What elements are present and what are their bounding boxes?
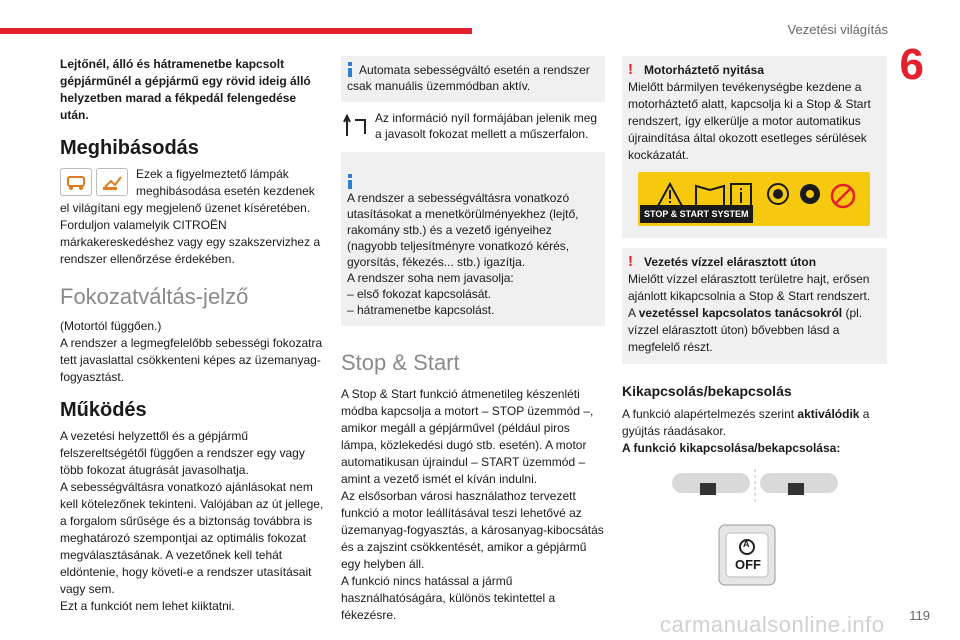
page-number: 119 bbox=[909, 608, 930, 623]
gear-arrow-icon bbox=[341, 110, 375, 144]
warning-icon: ! bbox=[628, 253, 633, 270]
warning-text-flood: Mielőtt vízzel elárasztott területre hajt, erősen ajánlott kikapcsolnia a Stop & Start rendszert. bbox=[628, 272, 871, 303]
warning-icon: ! bbox=[628, 61, 633, 78]
warning-title-flood: Vezetés vízzel elárasztott úton bbox=[644, 255, 817, 269]
car-fault-icon bbox=[60, 168, 92, 196]
header-accent-bar bbox=[0, 28, 472, 34]
section-title: Vezetési világítás bbox=[787, 22, 888, 37]
warning-box-bonnet bbox=[622, 56, 887, 238]
warning-text-bonnet: Mielőtt bármilyen tevékenységbe kezdene a motorháztető alatt, kapcsolja ki a Stop & Start rendszert, így elkerülje a motor automatikus újraindítása által okozott esetleges sérülések kockázatát. bbox=[628, 80, 871, 162]
kikapcs-text: A funkció alapértelmezés szerint aktiválódik a gyújtás ráadásakor. bbox=[622, 407, 870, 438]
fokozat-text: (Motortól függően.) A rendszer a legmegfelelőbb sebességi fokozatra tett javaslattal csökkenteni képes az üzemanyag-fogyasztást. bbox=[60, 319, 323, 384]
sticker-label: STOP & START SYSTEM bbox=[640, 205, 753, 223]
heading-fokozatvaltas: Fokozatváltás-jelző bbox=[60, 284, 249, 309]
info-arrow-block bbox=[341, 110, 605, 144]
warning-title-bonnet: Motorháztető nyitása bbox=[644, 63, 765, 77]
kikapcs-bold-line: A funkció kikapcsolása/bekapcsolása: bbox=[622, 441, 841, 455]
stop-start-text: A Stop & Start funkció átmenetileg készenléti módba kapcsolja a motort – STOP üzemmód –, amikor megáll a gépjárművel (például piros lámpa, közlekedési dugó stb. esetén). A motor automatikusan újraindul – START üzemmód – amint a vezető ismét el kíván indulni. Az elsősorban városi használathoz tervezett funkció a motor leállításával teszi lehetővé az üzemanyag-fogyasztás, a károsanyag-kibocsátás és a zajszint csökkentését, amikor a gépjármű egy helyben áll. A funkció nincs hatással a jármű használhatóságára, különös tekintettel a fékezésre. bbox=[341, 387, 604, 622]
meghibasodas-text: Ezek a figyelmeztető lámpák meghibásodása esetén kezdenek el világítani egy megjelenő üzenet kíséretében. Forduljon valamelyik CITROËN márkakereskedéshez vagy egy szakszervizhez a rendszer ellenőrzése érdekében. bbox=[60, 167, 321, 266]
info-box-adaptive bbox=[341, 152, 605, 326]
info-text-adaptive: A rendszer a sebességváltásra vonatkozó utasításokat a menetkörülményekhez (lejtő, rakomány stb.) és a vezető igényeihez (nagyobb teljesítményre vonatkozó kérés, gyorsítás, fékezés... stb.) igazítja. A rendszer soha nem javasolja: – első fokozat kapcsolását. – hátramenetbe kapcsolást. bbox=[347, 191, 579, 317]
gear-shift-fault-icon bbox=[96, 168, 128, 196]
heading-stop-start: Stop & Start bbox=[341, 350, 460, 375]
info-text-automatic: Automata sebességváltó esetén a rendszer csak manuális üzemmódban aktív. bbox=[347, 63, 590, 93]
meghibasodas-block bbox=[60, 166, 326, 268]
column-1 bbox=[60, 56, 326, 615]
info-icon bbox=[347, 174, 353, 188]
mukodes-text: A vezetési helyzettől és a gépjármű felszereltségétől függően a rendszer egy vagy több fokozat átugrását javasolhatja. A sebességváltásra vonatkozó ajánlásokat nem kell kötelezőnek tekinteni. Valójában az út jellege, a forgalom sűrűsége és a biztonság továbbra is meghatározó szempontjai az optimális fokozat megválasztásának. A vezetőnek kell tehát eldöntenie, hogy követi-e a rendszer utasításait vagy sem. Ezt a funkciót nem lehet kiiktatni. bbox=[60, 429, 324, 613]
info-icon bbox=[347, 62, 353, 76]
warning-more-flood: A vezetéssel kapcsolatos tanácsokról (pl. vízzel elárasztott úton) bővebben lásd a megfelelő részt. bbox=[628, 306, 863, 354]
stop-start-sticker bbox=[638, 172, 870, 226]
off-button-illustration bbox=[622, 465, 887, 615]
off-button-letter: A bbox=[743, 539, 750, 549]
warning-lamps bbox=[60, 168, 132, 196]
info-text-arrow: Az információ nyíl formájában jelenik meg a javasolt fokozat mellett a műszerfalon. bbox=[375, 111, 598, 141]
heading-meghibasodas: Meghibásodás bbox=[60, 137, 199, 159]
column-2 bbox=[341, 56, 605, 624]
intro-paragraph: Lejtőnél, álló és hátramenetbe kapcsolt gépjárműnél a gépjármű egy rövid ideig álló helyzetben marad a fékpedál felengedése után. bbox=[60, 57, 311, 122]
info-box-automatic bbox=[341, 56, 605, 102]
heading-mukodes: Működés bbox=[60, 399, 147, 421]
warning-box-flooded-road bbox=[622, 248, 887, 364]
dashboard-illustration-icon bbox=[622, 465, 887, 615]
watermark: carmanualsonline.info bbox=[660, 612, 885, 637]
heading-kikapcsolas: Kikapcsolás/bekapcsolás bbox=[622, 383, 792, 399]
column-3 bbox=[622, 56, 887, 615]
off-button-label[interactable]: OFF bbox=[735, 557, 761, 572]
chapter-number: 6 bbox=[899, 40, 924, 89]
